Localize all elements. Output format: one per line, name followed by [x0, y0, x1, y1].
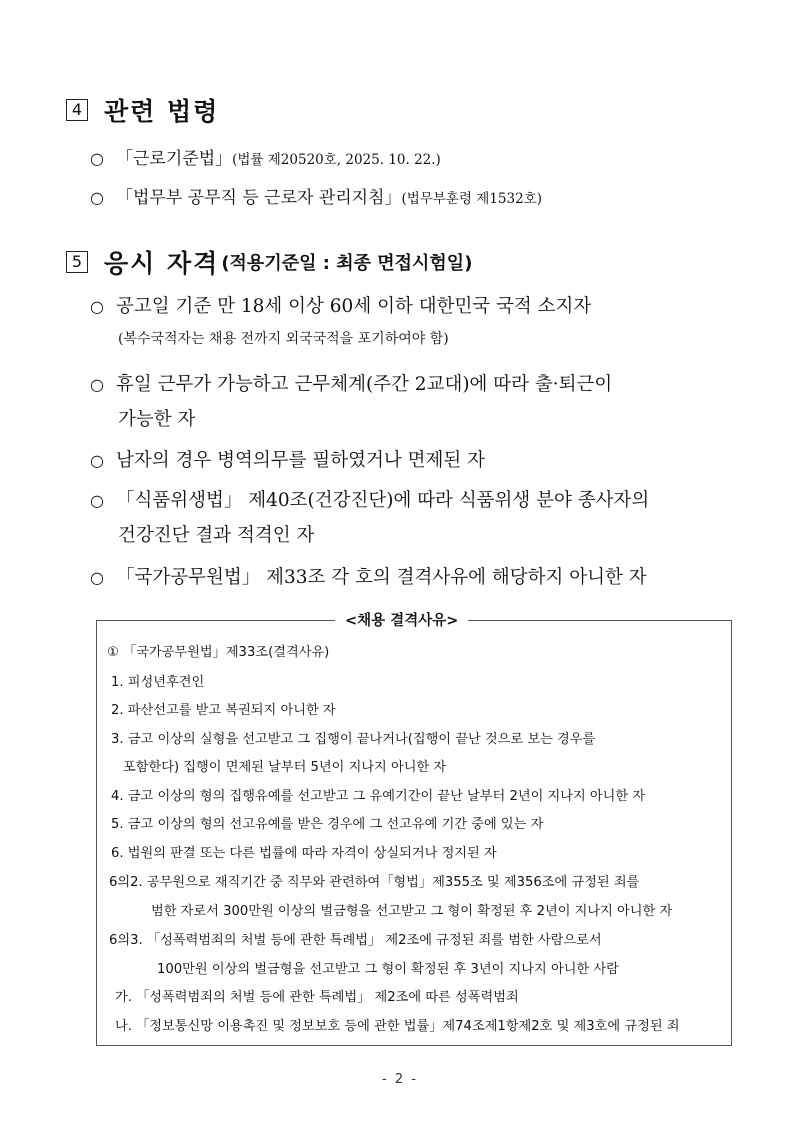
qualification-note: (복수국적자는 채용 전까지 외국국적을 포기하여야 함)	[118, 331, 449, 347]
circle-bullet-icon: ○	[90, 568, 104, 587]
box-line: 5. 금고 이상의 형의 선고유예를 받은 경우에 그 선고유예 기간 중에 있는 자	[111, 817, 544, 832]
box-line: 6의2. 공무원으로 재직기간 중 직무와 관련하여「형법」제355조 및 제356조에 규정된 죄를	[109, 875, 640, 890]
qualification-item-5	[90, 563, 647, 589]
qualification-item-1	[90, 292, 591, 318]
box-line: 6. 법원의 판결 또는 다른 법률에 따라 자격이 상실되거나 정지된 자	[111, 846, 497, 861]
box-line: 가. 「성폭력범죄의 처벌 등에 관한 특례법」 제2조에 따른 성폭력범죄	[115, 990, 519, 1005]
circle-bullet-icon: ○	[90, 375, 104, 394]
section-5-heading	[66, 244, 472, 280]
circle-bullet-icon: ○	[90, 491, 104, 510]
qualification-text: 「식품위생법」 제40조(건강진단)에 따라 식품위생 분야 종사자의	[116, 490, 650, 511]
section-subtitle: (적용기준일 : 최종 면접시험일)	[221, 253, 473, 274]
section-number-box: 5	[66, 251, 88, 273]
box-line: ① 「국가공무원법」제33조(결격사유)	[107, 645, 330, 660]
law-detail: (법률 제20520호, 2025. 10. 22.)	[232, 152, 441, 168]
box-title: <채용 결격사유>	[335, 609, 468, 630]
qualification-continuation: 건강진단 결과 적격인 자	[118, 525, 315, 546]
box-line: 6의3. 「성폭력범죄의 처벌 등에 관한 특례법」 제2조에 규정된 죄를 범한 사람으로서	[109, 933, 602, 948]
qualification-text: 휴일 근무가 가능하고 근무체계(주간 2교대)에 따라 출·퇴근이	[116, 374, 613, 395]
law-item-2	[90, 183, 542, 208]
law-item-1	[90, 144, 441, 169]
box-line: 2. 파산선고를 받고 복권되지 아니한 자	[111, 703, 336, 718]
box-line: 나. 「정보통신망 이용촉진 및 정보보호 등에 관한 법률」제74조제1항제2호 및 제3호에 규정된 죄	[115, 1019, 680, 1034]
circle-bullet-icon: ○	[90, 149, 104, 168]
box-line: 1. 피성년후견인	[111, 675, 205, 690]
page-number: - 2 -	[382, 1072, 418, 1087]
section-title: 관련 법령	[104, 97, 220, 126]
law-detail: (법무부훈령 제1532호)	[401, 191, 542, 207]
section-title: 응시 자격	[104, 249, 220, 278]
section-4-heading	[66, 92, 219, 128]
qualification-text: 「국가공무원법」 제33조 각 호의 결격사유에 해당하지 아니한 자	[116, 567, 647, 588]
box-line: 범한 자로서 300만원 이상의 벌금형을 선고받고 그 형이 확정된 후 2년이 지나지 아니한 자	[151, 904, 673, 919]
circle-bullet-icon: ○	[90, 188, 104, 207]
qualification-item-2	[90, 370, 612, 396]
circle-bullet-icon: ○	[90, 451, 104, 470]
qualification-continuation: 가능한 자	[118, 409, 196, 430]
circle-bullet-icon: ○	[90, 297, 104, 316]
qualification-text: 공고일 기준 만 18세 이상 60세 이하 대한민국 국적 소지자	[116, 296, 592, 317]
disqualification-box	[96, 613, 732, 1046]
qualification-item-3	[90, 446, 485, 472]
box-line: 4. 금고 이상의 형의 집행유예를 선고받고 그 유예기간이 끝난 날부터 2년이 지나지 아니한 자	[111, 789, 646, 804]
box-line: 100만원 이상의 벌금형을 선고받고 그 형이 확정된 후 3년이 지나지 아니한 사람	[157, 962, 619, 977]
box-line: 3. 금고 이상의 실형을 선고받고 그 집행이 끝나거나(집행이 끝난 것으로 보는 경우를	[111, 732, 596, 747]
qualification-item-4	[90, 486, 649, 512]
law-name: 「근로기준법」	[116, 149, 233, 169]
law-name: 「법무부 공무직 등 근로자 관리지침」	[116, 188, 402, 208]
box-line: 포함한다) 집행이 면제된 날부터 5년이 지나지 아니한 자	[123, 760, 447, 775]
qualification-text: 남자의 경우 병역의무를 필하였거나 면제된 자	[116, 450, 485, 471]
section-number-box: 4	[66, 99, 88, 121]
